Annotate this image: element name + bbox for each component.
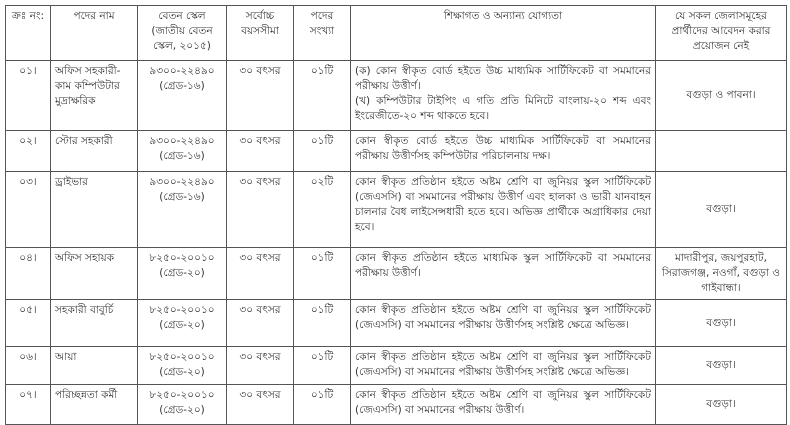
serial-cell: ০৫। (6, 300, 51, 347)
qualification-item: (ক) কোন স্বীকৃত বোর্ড হইতে উচ্চ মাধ্যমিক সার্টিফিকেট বা সমমানের পরীক্ষায় উত্তীর্ণ। (355, 65, 651, 92)
table-row (6, 172, 787, 248)
header-excluded-districts: যে সকল জেলাসমূহের প্রার্থীদের আবেদন করার প্রয়োজন নেই (656, 6, 787, 61)
table-row (6, 347, 787, 385)
age-limit-cell: ৩০ বৎসর (227, 248, 294, 300)
post-count-cell: ০১টি (294, 385, 351, 425)
pay-scale-value: ৮২৫০-২০০১০ (149, 252, 215, 264)
post-count-cell: ০১টি (294, 131, 351, 172)
post-count-cell: ০২টি (294, 172, 351, 248)
pay-scale-cell (138, 172, 227, 248)
pay-scale-value: ৯৩০০-২২৪৯০ (149, 176, 215, 188)
table-row (6, 61, 787, 131)
pay-scale-cell (138, 248, 227, 300)
header-age-limit: সর্বোচ্চ বয়সসীমা (227, 6, 294, 61)
grade-value: (গ্রেড-১৬) (159, 150, 205, 162)
serial-cell: ০২। (6, 131, 51, 172)
pay-scale-cell (138, 131, 227, 172)
qualification-cell (351, 347, 656, 385)
qualification-cell (351, 248, 656, 300)
grade-value: (গ্রেড-২০) (159, 366, 205, 378)
table-row (6, 385, 787, 425)
age-limit-cell: ৩০ বৎসর (227, 61, 294, 131)
excluded-districts-cell: মাদারীপুর, জয়পুরহাট, সিরাজগঞ্জ, নওগাঁ, বগুড়া ও গাইবান্ধা। (656, 248, 787, 300)
grade-value: (গ্রেড-১৬) (159, 191, 205, 203)
excluded-districts-cell: বগুড়া। (656, 385, 787, 425)
age-limit-cell: ৩০ বৎসর (227, 172, 294, 248)
post-count-cell: ০১টি (294, 347, 351, 385)
post-name-cell: আয়া (51, 347, 138, 385)
excluded-districts-cell: বগুড়া ও পাবনা। (656, 61, 787, 131)
serial-cell: ০১। (6, 61, 51, 131)
excluded-districts-cell (656, 131, 787, 172)
qualification-item: কোন স্বীকৃত প্রতিষ্ঠান হইতে অষ্টম শ্রেণি বা জুনিয়র স্কুল সার্টিফিকেট (জেএসসি) বা সমমানের পরীক্ষায় উত্তীর্ণসহ সংশ্লিষ্ট ক্ষেত্রে অভিজ্ঞ। (355, 304, 651, 331)
table-row (6, 131, 787, 172)
pay-scale-value: ৮২৫০-২০০১০ (149, 389, 215, 401)
qualification-item: কোন স্বীকৃত প্রতিষ্ঠান হইতে মাধ্যমিক স্কুল সার্টিফিকেট বা সমমানের পরীক্ষায় উত্তীর্ণ। (355, 252, 651, 279)
pay-scale-cell (138, 347, 227, 385)
age-limit-cell: ৩০ বৎসর (227, 385, 294, 425)
header-row (6, 6, 787, 61)
qualification-cell (351, 300, 656, 347)
qualification-cell (351, 61, 656, 131)
qualification-cell (351, 131, 656, 172)
serial-cell: ০৪। (6, 248, 51, 300)
serial-cell: ০৬। (6, 347, 51, 385)
header-post-count: পদের সংখ্যা (294, 6, 351, 61)
table-row (6, 300, 787, 347)
post-name-cell: পরিচ্ছন্নতা কর্মী (51, 385, 138, 425)
header-qualification: শিক্ষাগত ও অন্যান্য যোগ্যতা (351, 6, 656, 61)
pay-scale-value: ৮২৫০-২০০১০ (149, 351, 215, 363)
qualification-cell (351, 385, 656, 425)
serial-cell: ০৩। (6, 172, 51, 248)
post-name-cell: অফিস সহকারী-কাম কম্পিউটার মুদ্রাক্ষরিক (51, 61, 138, 131)
header-post-name: পদের নাম (51, 6, 138, 61)
pay-scale-value: ৯৩০০-২২৪৯০ (149, 65, 215, 77)
post-count-cell: ০১টি (294, 61, 351, 131)
qualification-item: কোন স্বীকৃত প্রতিষ্ঠান হইতে অষ্টম শ্রেণি বা জুনিয়র স্কুল সার্টিফিকেট (জেএসসি) বা সমমানের পরীক্ষায় উত্তীর্ণসহ সংশ্লিষ্ট ক্ষেত্রে অভিজ্ঞ। (355, 351, 651, 378)
header-serial: ক্রঃ নং: (6, 6, 51, 61)
post-name-cell: অফিস সহায়ক (51, 248, 138, 300)
age-limit-cell: ৩০ বৎসর (227, 347, 294, 385)
age-limit-cell: ৩০ বৎসর (227, 300, 294, 347)
grade-value: (গ্রেড-১৬) (159, 80, 205, 92)
qualification-item: কোন স্বীকৃত প্রতিষ্ঠান হইতে অষ্টম শ্রেণি বা জুনিয়র স্কুল সার্টিফিকেট (জেএসসি) বা সমমানের পরীক্ষায় উত্তীর্ণ। (355, 389, 651, 416)
post-name-cell: সহকারী বাবুর্চি (51, 300, 138, 347)
post-name-cell: ড্রাইভার (51, 172, 138, 248)
post-name-cell: স্টোর সহকারী (51, 131, 138, 172)
age-limit-cell: ৩০ বৎসর (227, 131, 294, 172)
post-count-cell: ০১টি (294, 300, 351, 347)
pay-scale-value: ৯৩০০-২২৪৯০ (149, 135, 215, 147)
grade-value: (গ্রেড-২০) (159, 404, 205, 416)
table-row (6, 248, 787, 300)
job-circular-table (5, 5, 787, 425)
qualification-item: কোন স্বীকৃত প্রতিষ্ঠান হইতে অষ্টম শ্রেণি বা জুনিয়র স্কুল সার্টিফিকেট (জেএসসি) বা সমমানের পরীক্ষায় উত্তীর্ণ এবং হালকা ও ভারী যানবাহন চালনার বৈধ লাইসেন্সধারী হতে হবে। অভিজ্ঞ প্রার্থীকে অগ্রাধিকার দেয়া হবে। (355, 176, 651, 233)
pay-scale-cell (138, 300, 227, 347)
qualification-item: কোন স্বীকৃত বোর্ড হইতে উচ্চ মাধ্যমিক সার্টিফিকেট বা সমমানের পরীক্ষায় উত্তীর্ণসহ কম্পিউটার পরিচালনায় দক্ষ। (355, 135, 651, 162)
excluded-districts-cell: বগুড়া। (656, 300, 787, 347)
header-pay-scale: বেতন স্কেল (জাতীয় বেতন স্কেল, ২০১৫) (138, 6, 227, 61)
pay-scale-cell (138, 61, 227, 131)
grade-value: (গ্রেড-২০) (159, 319, 205, 331)
post-count-cell: ০১টি (294, 248, 351, 300)
pay-scale-value: ৮২৫০-২০০১০ (149, 304, 215, 316)
excluded-districts-cell: বগুড়া। (656, 347, 787, 385)
pay-scale-cell (138, 385, 227, 425)
qualification-cell (351, 172, 656, 248)
qualification-item: (খ) কম্পিউটার টাইপিং এ গতি প্রতি মিনিটে বাংলায়-২০ শব্দ এবং ইংরেজীতে-২০ শব্দ থাকতে হবে। (355, 95, 651, 122)
serial-cell: ০৭। (6, 385, 51, 425)
grade-value: (গ্রেড-২০) (159, 267, 205, 279)
excluded-districts-cell: বগুড়া। (656, 172, 787, 248)
